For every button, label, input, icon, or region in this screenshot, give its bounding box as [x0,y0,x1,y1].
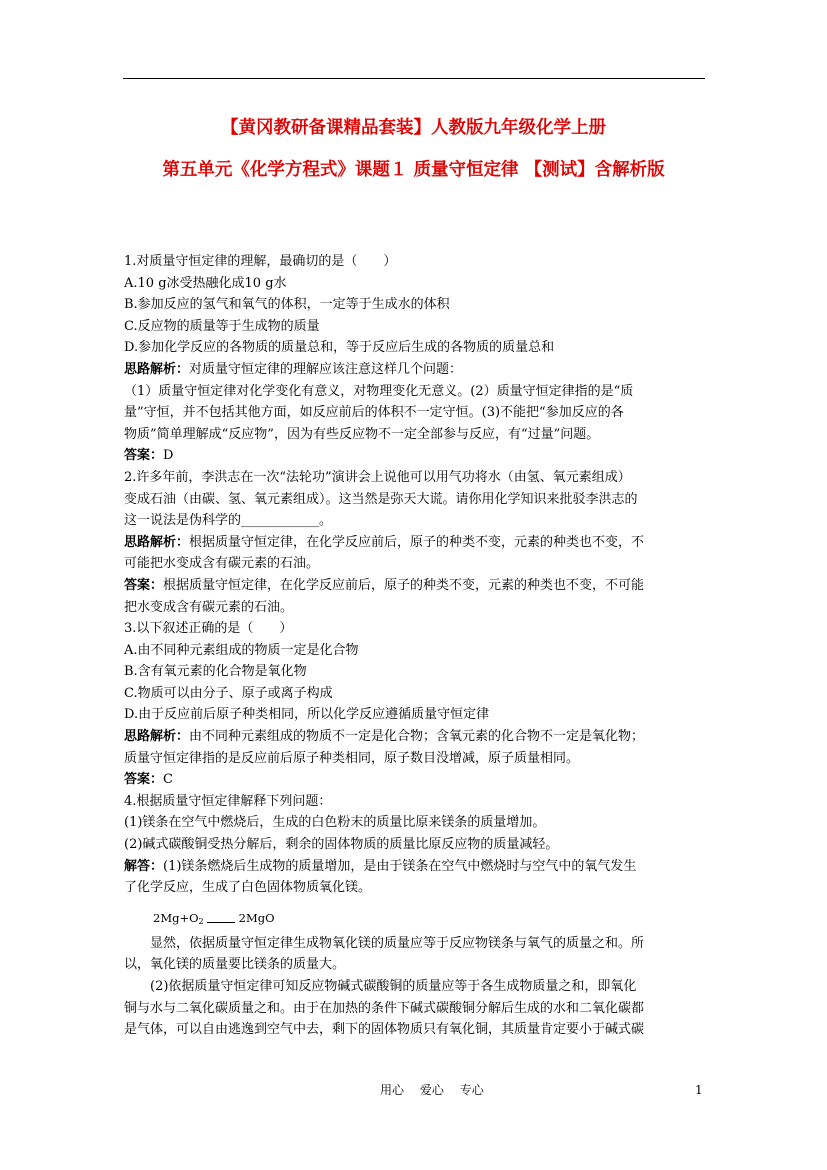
question-2-analysis-line: 可能把水变成含有碳元素的石油。 [124,556,320,572]
question-1-analysis-line: 量”守恒，并不包括其他方面，如反应前后的体积不一定守恒。(3)不能把“参加反应的各 [124,405,624,421]
header-rule [123,78,705,79]
question-2-analysis: 思路解析：根据质量守恒定律，在化学反应前后，原子的种类不变，元素的种类也不变，不 [124,534,645,550]
paragraph-line: 是气体，可以自由逃逸到空气中去，剩下的固体物质只有氧化铜，其质量肯定要小于碱式碳 [124,1022,645,1038]
question-2-stem: 2.许多年前，李洪志在一次“法轮功”演讲会上说他可以用气功将水（由氢、氧元素组成） [124,469,631,485]
question-2-answer-line: 把水变成含有碳元素的石油。 [124,599,294,615]
answer-label: 答案： [124,448,164,464]
question-4-part-1: (1)镁条在空气中燃烧后，生成的白色粉末的质量比原来镁条的质量增加。 [124,815,546,831]
question-1-analysis-line: 物质”简单理解成“反应物”，因为有些反应物不一定全部参与反应，有“过量”问题。 [124,426,600,442]
question-4-answer-line: 了化学反应，生成了白色固体物质氧化镁。 [124,880,372,896]
question-3-option-d: D.由于反应前后原子种类相同，所以化学反应遵循质量守恒定律 [124,707,490,723]
analysis-label: 思路解析： [124,729,190,745]
paragraph-line: 铜与水与二氧化碳质量之和。由于在加热的条件下碱式碳酸铜分解后生成的水和二氧化碳都 [124,1000,645,1016]
question-3-stem: 3.以下叙述正确的是（ ） [124,621,293,637]
question-2-stem-line: 这一说法是伪科学的____________。 [124,513,333,529]
question-2-answer: 答案：根据质量守恒定律，在化学反应前后，原子的种类不变，元素的种类也不变，不可能 [124,577,645,593]
question-3-answer: 答案：C [124,772,173,788]
page-number: 1 [695,1083,703,1097]
question-1-stem: 1.对质量守恒定律的理解，最确切的是（ ） [124,254,397,269]
question-1-analysis: 思路解析：对质量守恒定律的理解应该注意这样几个问题： [124,361,463,377]
document-subtitle: 第五单元《化学方程式》课题１ 质量守恒定律 【测试】含解析版 [162,160,665,180]
question-2-stem-line: 变成石油（由碳、氢、氧元素组成）。这当然是弥天大谎。请你用化学知识来批驳李洪志的 [124,491,638,507]
subscript: 2 [198,916,204,926]
document-title: 【黄冈教研备课精品套装】人教版九年级化学上册 [221,118,606,138]
question-3-analysis-line: 质量守恒定律指的是反应前后原子种类相同，原子数目没增减，原子质量相同。 [124,750,580,766]
answer-label: 答案： [124,577,164,593]
answer-label: 解答： [124,858,164,874]
document-body [124,251,706,1041]
question-4-part-2: (2)碱式碳酸铜受热分解后，剩余的固体物质的质量比原反应物的质量减轻。 [124,837,559,853]
question-3-option-c: C.物质可以由分子、原子或离子构成 [124,685,333,701]
analysis-label: 思路解析： [124,534,190,550]
question-1-analysis-line: （1）质量守恒定律对化学变化有意义，对物理变化无意义。(2）质量守恒定律指的是“质 [124,383,634,399]
equation-blank [207,910,235,923]
question-4-stem: 4.根据质量守恒定律解释下列问题： [124,793,332,809]
question-3-option-a: A.由不同种元素组成的物质一定是化合物 [124,642,359,658]
question-1-answer: 答案：D [124,448,174,464]
footer-word: 用心 [380,1083,405,1097]
question-1-option-b: B.参加反应的氢气和氧气的体积，一定等于生成水的体积 [124,297,450,313]
question-1-option-c: C.反应物的质量等于生成物的质量 [124,318,320,334]
paragraph-line: 显然，依据质量守恒定律生成物氧化镁的质量应等于反应物镁条与氧气的质量之和。所 [150,935,645,951]
question-1-option-d: D.参加化学反应的各物质的质量总和，等于反应后生成的各物质的质量总和 [124,340,555,356]
question-1-option-a: A.10 g冰受热融化成10 g水 [124,275,287,291]
chemical-equation: 2Mg+O2 2MgO [153,910,275,926]
paragraph-line: 以，氧化镁的质量要比镁条的质量大。 [124,957,346,973]
analysis-label: 思路解析： [124,361,190,377]
page-footer [380,1081,496,1098]
question-4-answer: 解答：(1)镁条燃烧后生成物的质量增加，是由于镁条在空气中燃烧时与空气中的氧气发生 [124,858,637,874]
footer-word: 专心 [459,1083,484,1097]
footer-word: 爱心 [419,1083,444,1097]
paragraph-line: (2)依据质量守恒定律可知反应物碱式碳酸铜的质量应等于各生成物质量之和，即氧化 [150,979,637,994]
answer-label: 答案： [124,772,164,788]
question-3-option-b: B.含有氧元素的化合物是氧化物 [124,664,307,680]
question-3-analysis: 思路解析：由不同种元素组成的物质不一定是化合物；含氧元素的化合物不一定是氧化物； [124,729,645,745]
